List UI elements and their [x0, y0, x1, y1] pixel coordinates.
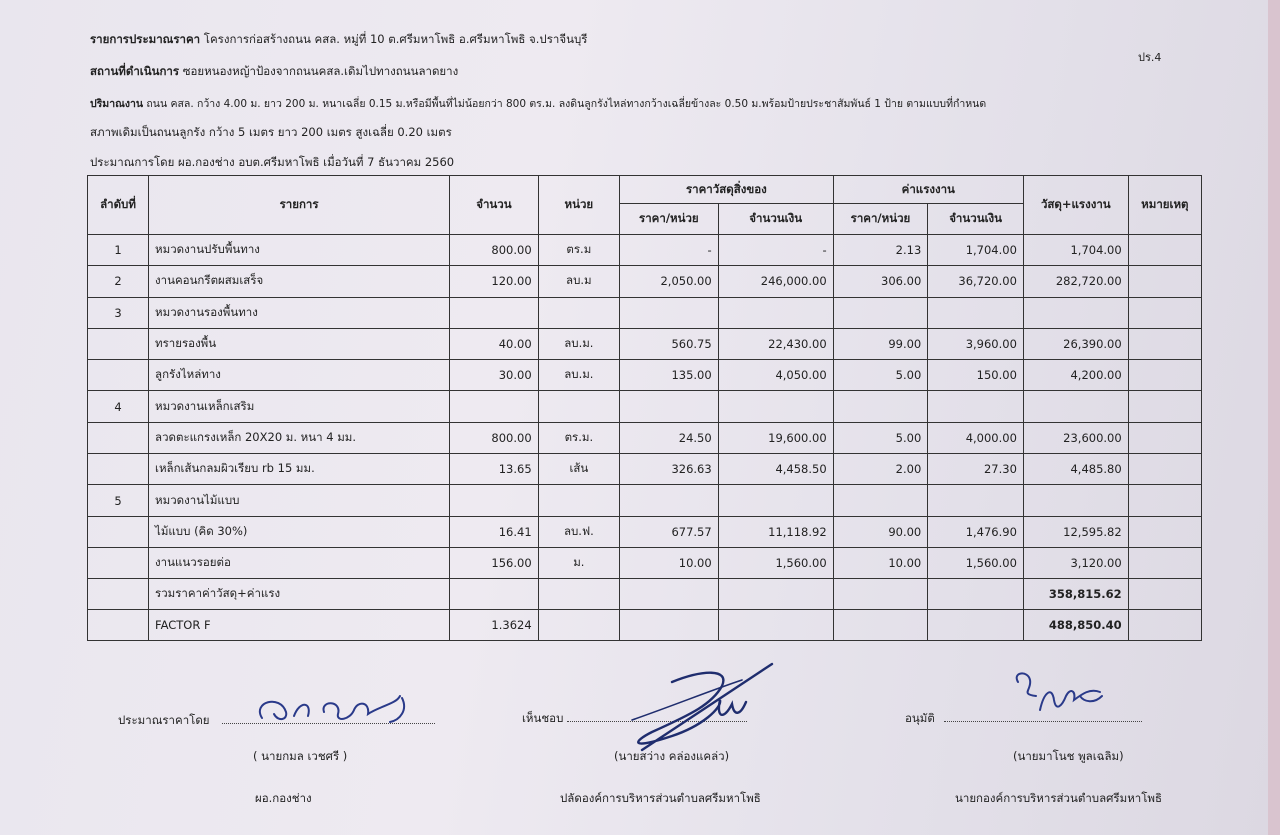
labor-amount-cell: 1,560.00: [928, 547, 1024, 578]
estimate-by-line: ประมาณการโดย ผอ.กองช่าง อบต.ศรีมหาโพธิ เมื่อวันที่ 7 ธันวาคม 2560: [90, 155, 455, 169]
form-number: ปร.4: [1138, 51, 1162, 64]
item-cell: ลวดตะแกรงเหล็ก 20X20 ม. หนา 4 มม.: [149, 422, 450, 453]
table-row: [88, 235, 1202, 266]
material-amount-cell: [718, 297, 833, 328]
sum-label: รวมราคาค่าวัสดุ+ค่าแรง: [149, 579, 450, 610]
material-amount-cell: [718, 391, 833, 422]
table-row: [88, 391, 1202, 422]
total-cell: [1023, 391, 1128, 422]
labor-price-cell: [833, 297, 928, 328]
sum-empty-cell: [620, 579, 719, 610]
header-material-price: ราคา/หน่วย: [620, 204, 719, 235]
qty-cell: 40.00: [450, 328, 539, 359]
seq-cell: [88, 547, 149, 578]
factor-empty-cell: [718, 610, 833, 641]
remark-cell: [1128, 485, 1201, 516]
qty-cell: 800.00: [450, 235, 539, 266]
labor-price-cell: 2.00: [833, 454, 928, 485]
quantity-line: [90, 95, 986, 112]
seq-cell: [88, 422, 149, 453]
header-seq: ลำดับที่: [88, 176, 149, 235]
material-price-cell: 24.50: [620, 422, 719, 453]
material-price-cell: [620, 485, 719, 516]
material-amount-cell: -: [718, 235, 833, 266]
table-row: [88, 360, 1202, 391]
table-row: [88, 516, 1202, 547]
seq-cell: 5: [88, 485, 149, 516]
labor-amount-cell: [928, 391, 1024, 422]
header-total: วัสดุ+แรงงาน: [1023, 176, 1128, 235]
qty-cell: 156.00: [450, 547, 539, 578]
seq-cell: [88, 516, 149, 547]
labor-price-cell: 10.00: [833, 547, 928, 578]
approved-by-signature-icon: [1010, 666, 1120, 726]
unit-cell: ม.: [538, 547, 619, 578]
material-amount-cell: [718, 485, 833, 516]
header-labor-price: ราคา/หน่วย: [833, 204, 928, 235]
quantity-text: ถนน คสล. กว้าง 4.00 ม. ยาว 200 ม. หนาเฉลี่ย 0.15 ม.หรือมีพื้นที่ไม่น้อยกว่า 800 ตร.ม. ลงดินลูกรังไหล่ทางกว้างเฉลี่ยข้างละ 0.50 ม.พร้อมป้ายประชาสัมพันธ์ 1 ป้าย ตามแบบที่กำหนด: [143, 98, 987, 110]
labor-amount-cell: [928, 297, 1024, 328]
unit-cell: ตร.ม.: [538, 422, 619, 453]
agreed-by-title: ปลัดองค์การบริหารส่วนตำบลศรีมหาโพธิ: [560, 791, 761, 805]
item-cell: หมวดงานรองพื้นทาง: [149, 297, 450, 328]
agreed-by-name: (นายสว่าง คล่องแคล่ว): [614, 749, 730, 763]
sum-value: 358,815.62: [1023, 579, 1128, 610]
seq-cell: [88, 454, 149, 485]
factor-row: [88, 610, 1202, 641]
location-text: ซอยหนองหญ้าป้องจากถนนคสล.เดิมไปทางถนนลาดยาง: [179, 64, 459, 78]
qty-cell: 30.00: [450, 360, 539, 391]
material-amount-cell: 4,458.50: [718, 454, 833, 485]
total-cell: 1,704.00: [1023, 235, 1128, 266]
header-remark: หมายเหตุ: [1128, 176, 1201, 235]
remark-cell: [1128, 454, 1201, 485]
factor-seq-cell: [88, 610, 149, 641]
labor-amount-cell: 1,476.90: [928, 516, 1024, 547]
seq-cell: 3: [88, 297, 149, 328]
total-cell: 26,390.00: [1023, 328, 1128, 359]
unit-cell: [538, 485, 619, 516]
total-cell: 4,200.00: [1023, 360, 1128, 391]
project-title-line: [90, 31, 587, 49]
prepared-by-title: ผอ.กองช่าง: [255, 791, 312, 805]
qty-cell: 13.65: [450, 454, 539, 485]
factor-empty-cell: [928, 610, 1024, 641]
labor-price-cell: 5.00: [833, 422, 928, 453]
factor-label: FACTOR F: [149, 610, 450, 641]
header-qty: จำนวน: [450, 176, 539, 235]
table-row: [88, 328, 1202, 359]
project-title-label: รายการประมาณราคา: [90, 32, 201, 46]
factor-empty-cell: [833, 610, 928, 641]
header-labor-amount: จำนวนเงิน: [928, 204, 1024, 235]
labor-price-cell: 5.00: [833, 360, 928, 391]
total-cell: 4,485.80: [1023, 454, 1128, 485]
material-price-cell: -: [620, 235, 719, 266]
existing-condition-line: สภาพเดิมเป็นถนนลูกรัง กว้าง 5 เมตร ยาว 200 เมตร สูงเฉลี่ย 0.20 เมตร: [90, 125, 452, 139]
item-cell: หมวดงานเหล็กเสริม: [149, 391, 450, 422]
sum-empty-cell: [833, 579, 928, 610]
sum-empty-cell: [450, 579, 539, 610]
material-price-cell: [620, 391, 719, 422]
qty-cell: 800.00: [450, 422, 539, 453]
factor-total: 488,850.40: [1023, 610, 1128, 641]
remark-cell: [1128, 516, 1201, 547]
total-cell: 23,600.00: [1023, 422, 1128, 453]
prepared-by-signature-icon: [250, 690, 430, 730]
material-price-cell: 135.00: [620, 360, 719, 391]
seq-cell: 4: [88, 391, 149, 422]
sum-seq-cell: [88, 579, 149, 610]
qty-cell: 120.00: [450, 266, 539, 297]
unit-cell: ลบ.ม.: [538, 328, 619, 359]
table-row: [88, 454, 1202, 485]
header-item: รายการ: [149, 176, 450, 235]
location-label: สถานที่ดำเนินการ: [90, 64, 180, 78]
labor-price-cell: [833, 485, 928, 516]
item-cell: ไม้แบบ (คิด 30%): [149, 516, 450, 547]
total-cell: [1023, 297, 1128, 328]
unit-cell: เส้น: [538, 454, 619, 485]
factor-value: 1.3624: [450, 610, 539, 641]
material-price-cell: 677.57: [620, 516, 719, 547]
sum-row: [88, 579, 1202, 610]
header-material-group: ราคาวัสดุสิ่งของ: [620, 176, 834, 204]
sum-empty-cell: [1128, 579, 1201, 610]
material-price-cell: [620, 297, 719, 328]
item-cell: ลูกรังไหล่ทาง: [149, 360, 450, 391]
material-amount-cell: 4,050.00: [718, 360, 833, 391]
seq-cell: 1: [88, 235, 149, 266]
material-price-cell: 10.00: [620, 547, 719, 578]
remark-cell: [1128, 297, 1201, 328]
material-price-cell: 560.75: [620, 328, 719, 359]
labor-amount-cell: 27.30: [928, 454, 1024, 485]
factor-empty-cell: [538, 610, 619, 641]
table-row: [88, 485, 1202, 516]
quantity-label: ปริมาณงาน: [90, 98, 144, 110]
header-labor-group: ค่าแรงงาน: [833, 176, 1023, 204]
page-edge: [1268, 0, 1280, 835]
table-row: [88, 422, 1202, 453]
material-amount-cell: 22,430.00: [718, 328, 833, 359]
sum-empty-cell: [928, 579, 1024, 610]
remark-cell: [1128, 391, 1201, 422]
sum-empty-cell: [538, 579, 619, 610]
remark-cell: [1128, 360, 1201, 391]
header-material-amount: จำนวนเงิน: [718, 204, 833, 235]
unit-cell: [538, 297, 619, 328]
material-amount-cell: 1,560.00: [718, 547, 833, 578]
labor-amount-cell: 4,000.00: [928, 422, 1024, 453]
unit-cell: ลบ.ม.: [538, 360, 619, 391]
unit-cell: ตร.ม: [538, 235, 619, 266]
remark-cell: [1128, 235, 1201, 266]
factor-empty-cell: [620, 610, 719, 641]
location-line: [90, 63, 458, 81]
item-cell: ทรายรองพื้น: [149, 328, 450, 359]
cost-estimate-table: [87, 175, 1202, 641]
table-body: [88, 235, 1202, 579]
table-row: [88, 297, 1202, 328]
labor-amount-cell: 36,720.00: [928, 266, 1024, 297]
qty-cell: [450, 391, 539, 422]
qty-cell: [450, 297, 539, 328]
total-cell: [1023, 485, 1128, 516]
labor-price-cell: 306.00: [833, 266, 928, 297]
item-cell: หมวดงานปรับพื้นทาง: [149, 235, 450, 266]
table-row: [88, 266, 1202, 297]
remark-cell: [1128, 547, 1201, 578]
labor-price-cell: 90.00: [833, 516, 928, 547]
labor-amount-cell: 150.00: [928, 360, 1024, 391]
material-amount-cell: 246,000.00: [718, 266, 833, 297]
total-cell: 12,595.82: [1023, 516, 1128, 547]
qty-cell: [450, 485, 539, 516]
prepared-by-label: ประมาณราคาโดย: [118, 713, 210, 727]
sum-empty-cell: [718, 579, 833, 610]
seq-cell: [88, 360, 149, 391]
total-cell: 3,120.00: [1023, 547, 1128, 578]
labor-amount-cell: [928, 485, 1024, 516]
material-price-cell: 2,050.00: [620, 266, 719, 297]
material-amount-cell: 11,118.92: [718, 516, 833, 547]
item-cell: งานแนวรอยต่อ: [149, 547, 450, 578]
labor-price-cell: 2.13: [833, 235, 928, 266]
seq-cell: [88, 328, 149, 359]
material-amount-cell: 19,600.00: [718, 422, 833, 453]
qty-cell: 16.41: [450, 516, 539, 547]
remark-cell: [1128, 328, 1201, 359]
header-unit: หน่วย: [538, 176, 619, 235]
unit-cell: [538, 391, 619, 422]
unit-cell: ลบ.ฟ.: [538, 516, 619, 547]
item-cell: หมวดงานไม้แบบ: [149, 485, 450, 516]
factor-empty-cell: [1128, 610, 1201, 641]
labor-amount-cell: 1,704.00: [928, 235, 1024, 266]
agreed-by-signature-icon: [612, 660, 812, 770]
approved-by-label: อนุมัติ: [905, 711, 935, 725]
prepared-by-name: ( นายกมล เวชศรี ): [253, 749, 348, 763]
approved-by-title: นายกองค์การบริหารส่วนตำบลศรีมหาโพธิ: [955, 791, 1163, 805]
item-cell: เหล็กเส้นกลมผิวเรียบ rb 15 มม.: [149, 454, 450, 485]
labor-price-cell: 99.00: [833, 328, 928, 359]
agreed-by-label: เห็นชอบ: [522, 711, 564, 725]
labor-price-cell: [833, 391, 928, 422]
remark-cell: [1128, 266, 1201, 297]
unit-cell: ลบ.ม: [538, 266, 619, 297]
item-cell: งานคอนกรีตผสมเสร็จ: [149, 266, 450, 297]
remark-cell: [1128, 422, 1201, 453]
project-title-text: โครงการก่อสร้างถนน คสล. หมู่ที่ 10 ต.ศรีมหาโพธิ อ.ศรีมหาโพธิ จ.ปราจีนบุรี: [200, 32, 588, 46]
table-row: [88, 547, 1202, 578]
approved-by-name: (นายมาโนช พูลเฉลิม): [1013, 749, 1124, 763]
material-price-cell: 326.63: [620, 454, 719, 485]
total-cell: 282,720.00: [1023, 266, 1128, 297]
labor-amount-cell: 3,960.00: [928, 328, 1024, 359]
seq-cell: 2: [88, 266, 149, 297]
